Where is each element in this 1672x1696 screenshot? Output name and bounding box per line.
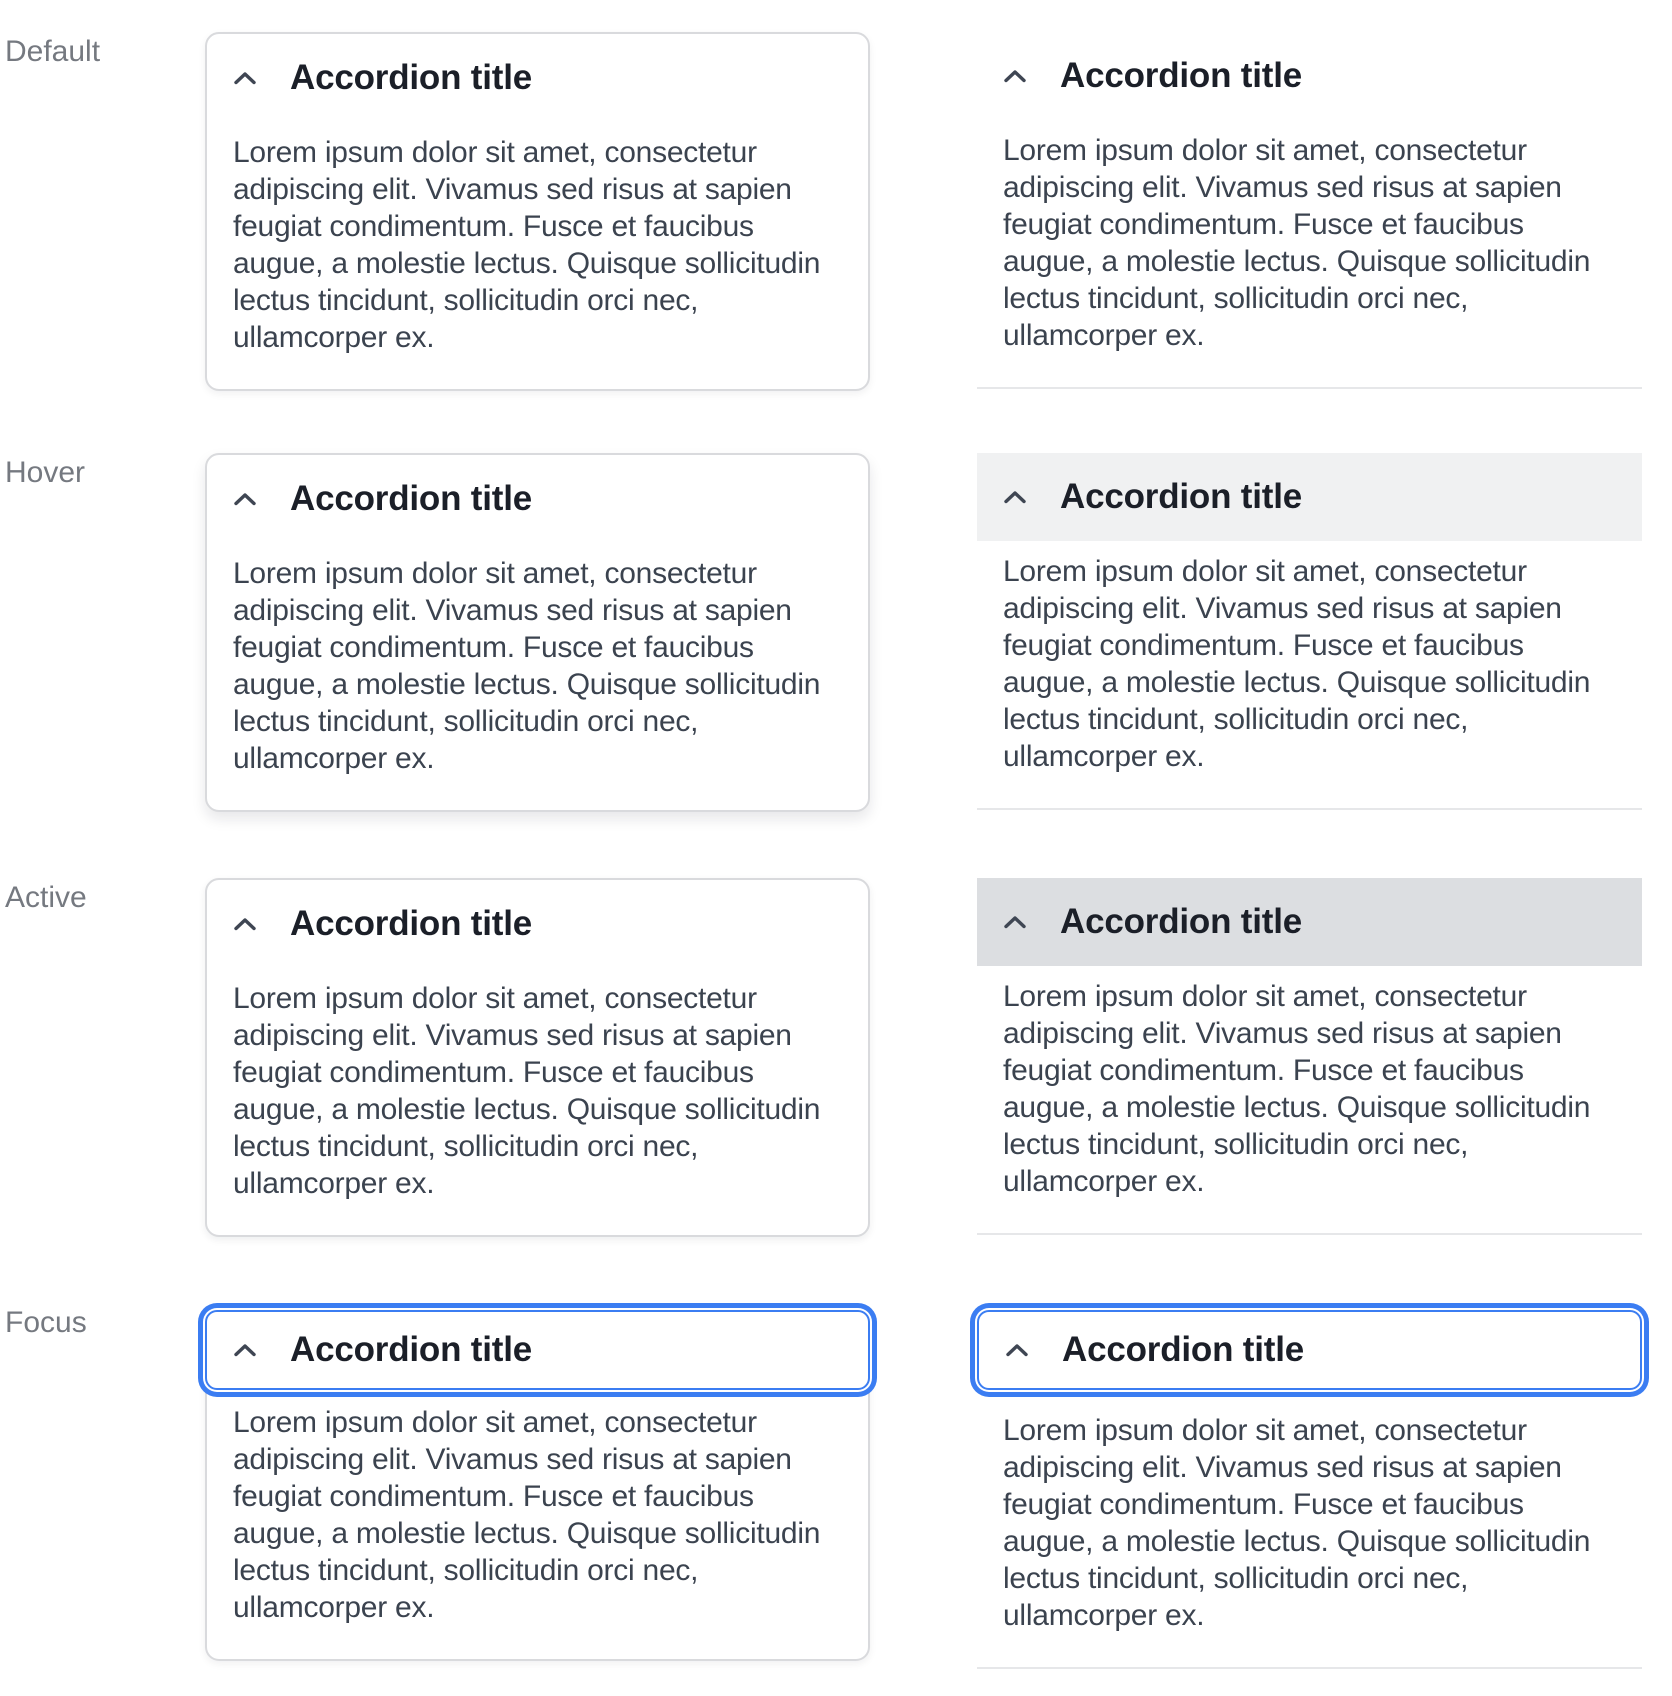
accordion-flat-default xyxy=(977,32,1642,389)
accordion-body: Lorem ipsum dolor sit amet, consectetur adipiscing elit. Vivamus sed risus at sapien feugiat condimentum. Fusce et faucibus augue, a molestie lectus. Quisque sollicitudin lectus tincidunt, sollicitudin orci nec, ullamcorper ex. xyxy=(1003,555,1591,773)
chevron-up-icon xyxy=(1005,1343,1029,1357)
accordion-flat-focus xyxy=(977,1303,1642,1669)
state-label-default: Default xyxy=(5,35,101,68)
accordion-title: Accordion title xyxy=(290,1330,533,1369)
accordion-card-default xyxy=(205,32,870,391)
accordion-header[interactable] xyxy=(205,1310,870,1390)
accordion-title: Accordion title xyxy=(1062,1330,1305,1369)
chevron-up-icon xyxy=(233,71,257,85)
accordion-title: Accordion title xyxy=(290,904,533,943)
chevron-up-icon xyxy=(1003,915,1027,929)
accordion-body: Lorem ipsum dolor sit amet, consectetur adipiscing elit. Vivamus sed risus at sapien feugiat condimentum. Fusce et faucibus augue, a molestie lectus. Quisque sollicitudin lectus tincidunt, sollicitudin orci nec, ullamcorper ex. xyxy=(233,557,821,775)
chevron-up-icon xyxy=(233,917,257,931)
chevron-up-icon xyxy=(233,1343,257,1357)
accordion-title: Accordion title xyxy=(1060,56,1303,95)
accordion-body: Lorem ipsum dolor sit amet, consectetur adipiscing elit. Vivamus sed risus at sapien feugiat condimentum. Fusce et faucibus augue, a molestie lectus. Quisque sollicitudin lectus tincidunt, sollicitudin orci nec, ullamcorper ex. xyxy=(233,982,821,1200)
accordion-body: Lorem ipsum dolor sit amet, consectetur adipiscing elit. Vivamus sed risus at sapien feugiat condimentum. Fusce et faucibus augue, a molestie lectus. Quisque sollicitudin lectus tincidunt, sollicitudin orci nec, ullamcorper ex. xyxy=(1003,980,1591,1198)
accordion-header[interactable] xyxy=(977,878,1642,966)
state-label-focus: Focus xyxy=(5,1306,87,1339)
accordion-body: Lorem ipsum dolor sit amet, consectetur adipiscing elit. Vivamus sed risus at sapien feugiat condimentum. Fusce et faucibus augue, a molestie lectus. Quisque sollicitudin lectus tincidunt, sollicitudin orci nec, ullamcorper ex. xyxy=(1003,134,1591,352)
accordion-title: Accordion title xyxy=(1060,477,1303,516)
accordion-body: Lorem ipsum dolor sit amet, consectetur adipiscing elit. Vivamus sed risus at sapien feugiat condimentum. Fusce et faucibus augue, a molestie lectus. Quisque sollicitudin lectus tincidunt, sollicitudin orci nec, ullamcorper ex. xyxy=(233,136,821,354)
accordion-card-focus xyxy=(205,1303,870,1661)
accordion-header[interactable] xyxy=(207,880,868,968)
accordion-header[interactable] xyxy=(207,34,868,122)
accordion-flat-hover xyxy=(977,453,1642,810)
accordion-body: Lorem ipsum dolor sit amet, consectetur adipiscing elit. Vivamus sed risus at sapien feugiat condimentum. Fusce et faucibus augue, a molestie lectus. Quisque sollicitudin lectus tincidunt, sollicitudin orci nec, ullamcorper ex. xyxy=(205,1378,870,1661)
accordion-flat-active xyxy=(977,878,1642,1235)
accordion-header[interactable] xyxy=(977,32,1642,120)
chevron-up-icon xyxy=(233,492,257,506)
chevron-up-icon xyxy=(1003,490,1027,504)
accordion-card-hover xyxy=(205,453,870,812)
state-label-active: Active xyxy=(5,881,87,914)
accordion-title: Accordion title xyxy=(290,479,533,518)
chevron-up-icon xyxy=(1003,69,1027,83)
accordion-header[interactable] xyxy=(977,453,1642,541)
accordion-header[interactable] xyxy=(977,1310,1642,1390)
accordion-body: Lorem ipsum dolor sit amet, consectetur adipiscing elit. Vivamus sed risus at sapien feugiat condimentum. Fusce et faucibus augue, a molestie lectus. Quisque sollicitudin lectus tincidunt, sollicitudin orci nec, ullamcorper ex. xyxy=(1003,1414,1591,1632)
accordion-card-active xyxy=(205,878,870,1237)
state-label-hover: Hover xyxy=(5,456,86,489)
accordion-header[interactable] xyxy=(207,455,868,543)
accordion-title: Accordion title xyxy=(1060,902,1303,941)
accordion-title: Accordion title xyxy=(290,58,533,97)
